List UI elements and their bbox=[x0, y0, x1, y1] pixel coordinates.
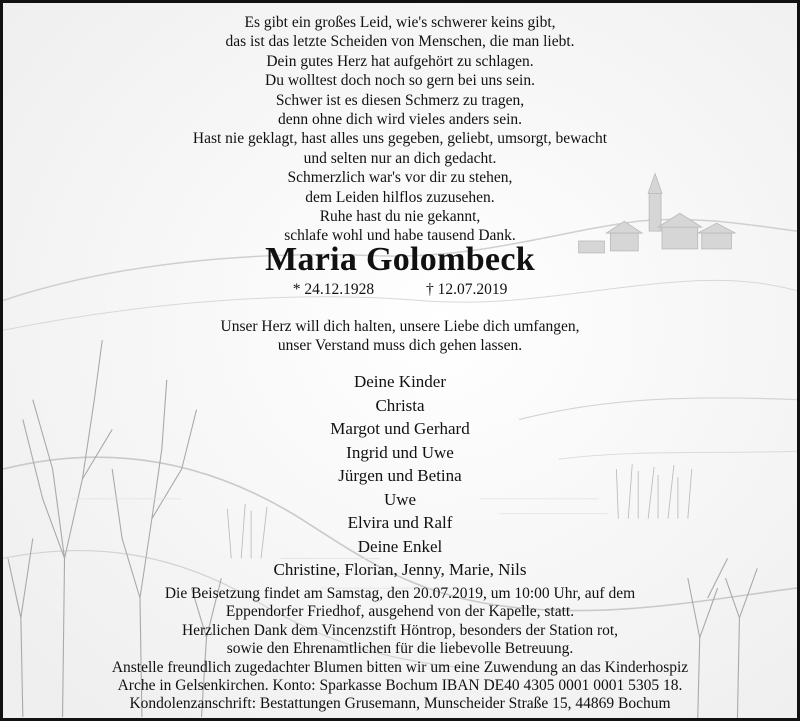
poem-line: schlafe wohl und habe tausend Dank. bbox=[284, 227, 516, 245]
details-line: Anstelle freundlich zugedachter Blumen bitten wir um eine Zuwendung an das Kinderhospiz bbox=[111, 658, 689, 676]
birth-date: * 24.12.1928 bbox=[292, 281, 375, 298]
poem-line: Ruhe hast du nie gekannt, bbox=[319, 208, 481, 226]
poem-line: das ist das letzte Scheiden von Menschen, die man liebt. bbox=[225, 33, 575, 51]
death-date: † 12.07.2019 bbox=[425, 281, 508, 298]
mourners-list bbox=[3, 370, 797, 582]
poem-line: Du wolltest doch noch so gern bei uns sein. bbox=[265, 72, 535, 90]
mourner-name: Jürgen und Betina bbox=[338, 466, 462, 485]
mourner-name: Ingrid und Uwe bbox=[346, 442, 454, 462]
memorial-poem bbox=[3, 13, 797, 246]
deceased-name: Maria Golombeck bbox=[265, 241, 535, 278]
quote-line: unser Verstand muss dich gehen lassen. bbox=[277, 337, 523, 354]
mourner-heading-children: Deine Kinder bbox=[353, 372, 447, 391]
poem-line: Dein gutes Herz hat aufgehört zu schlagen. bbox=[266, 52, 534, 70]
poem-line: Hast nie geklagt, hast alles uns gegeben, geliebt, umsorgt, bewacht bbox=[192, 130, 608, 148]
mourner-name: Christine, Florian, Jenny, Marie, Nils bbox=[273, 560, 527, 579]
details-line: Herzlichen Dank dem Vincenzstift Höntrop, besonders der Station rot, bbox=[181, 621, 619, 639]
poem-line: und selten nur an dich gedacht. bbox=[303, 149, 497, 167]
poem-line: Es gibt ein großes Leid, wie's schwerer keins gibt, bbox=[244, 14, 556, 31]
details-line: Kondolenzanschrift: Bestattungen Grusemann, Munscheider Straße 15, 44869 Bochum bbox=[129, 695, 671, 713]
mourner-heading-grandchildren: Deine Enkel bbox=[357, 536, 443, 556]
mourner-name: Elvira und Ralf bbox=[347, 513, 453, 532]
quote-line: Unser Herz will dich halten, unsere Liebe dich umfangen, bbox=[220, 318, 580, 335]
poem-line: denn ohne dich wird vieles anders sein. bbox=[277, 111, 523, 129]
details-line: sowie den Ehrenamtlichen für die liebevolle Betreuung. bbox=[226, 640, 574, 658]
farewell-quote bbox=[3, 317, 797, 355]
details-line: Arche in Gelsenkirchen. Konto: Sparkasse Bochum IBAN DE40 4305 0001 0001 5305 18. bbox=[117, 677, 683, 695]
life-dates bbox=[3, 281, 797, 299]
funeral-details bbox=[3, 585, 797, 714]
poem-line: Schwer ist es diesen Schmerz zu tragen, bbox=[275, 91, 525, 109]
poem-line: dem Leiden hilflos zuzusehen. bbox=[305, 188, 495, 206]
details-line: Die Beisetzung findet am Samstag, den 20.07.2019, um 10:00 Uhr, auf dem bbox=[164, 585, 636, 602]
poem-line: Schmerzlich war's vor dir zu stehen, bbox=[287, 169, 513, 187]
mourner-name: Uwe bbox=[383, 489, 417, 509]
details-line: Eppendorfer Friedhof, ausgehend von der Kapelle, statt. bbox=[225, 603, 575, 621]
mourner-name: Christa bbox=[375, 395, 425, 415]
mourner-name: Margot und Gerhard bbox=[330, 419, 470, 438]
